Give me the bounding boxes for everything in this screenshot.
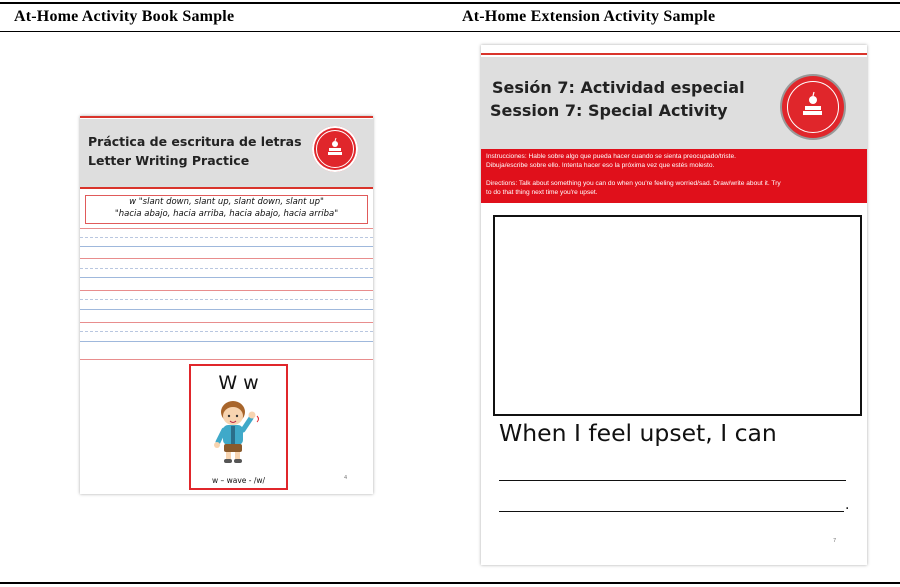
extension-activity-page	[481, 45, 867, 565]
writing-prompt: When I feel upset, I can	[499, 419, 777, 447]
page-number: 7	[833, 538, 837, 544]
writing-line-2	[499, 511, 844, 512]
apple-books-icon	[782, 76, 844, 138]
drawing-box	[493, 215, 862, 416]
directions-en-line-2: to do that thing next time you're upset.	[486, 189, 598, 196]
instruction-es: "hacia abajo, hacia arriba, hacia abajo, hacia arriba"	[114, 209, 339, 219]
activity-book-page	[80, 116, 373, 494]
session-title-es: Sesión 7: Actividad especial	[492, 78, 745, 97]
apple-books-icon	[312, 126, 358, 172]
page-title-es: Práctica de escritura de letras	[88, 134, 302, 149]
page-title-en: Letter Writing Practice	[88, 153, 250, 168]
instructions-bar	[481, 149, 867, 203]
writing-line-1	[499, 480, 846, 481]
title-bottom-line	[80, 187, 373, 189]
title-top-line	[80, 116, 373, 118]
table-top-rule	[0, 2, 900, 4]
letter-display: W w	[218, 372, 259, 394]
instructions-es-line-1: Instrucciones: Hable sobre algo que pueda hacer cuando se sienta preocupado/triste.	[486, 153, 736, 160]
session-title-en: Session 7: Special Activity	[490, 101, 728, 120]
table-bottom-rule	[0, 582, 900, 584]
letter-card	[189, 364, 288, 490]
title-top-line	[481, 53, 867, 55]
letter-caption: w – wave - /w/	[211, 476, 266, 485]
kinder-seal-logo	[312, 126, 358, 172]
instruction-en: w "slant down, slant up, slant down, slant up"	[129, 197, 324, 207]
table-header-rule	[0, 31, 900, 32]
waving-child-illustration	[191, 366, 286, 488]
sentence-end-mark: .	[845, 497, 850, 513]
directions-en-line-1: Directions: Talk about something you can do when you're feeling worried/sad. Draw/write about it. Try	[486, 180, 781, 187]
left-column-header: At-Home Activity Book Sample	[14, 8, 235, 25]
kinder-seal-logo	[782, 76, 844, 138]
right-column-header: At-Home Extension Activity Sample	[462, 8, 716, 25]
instructions-es-line-2: Dibuja/escribe sobre ello. Intenta hacer eso la próxima vez que estés molesto.	[486, 162, 715, 169]
page-number: 4	[344, 475, 348, 481]
stroke-instructions	[85, 195, 368, 224]
